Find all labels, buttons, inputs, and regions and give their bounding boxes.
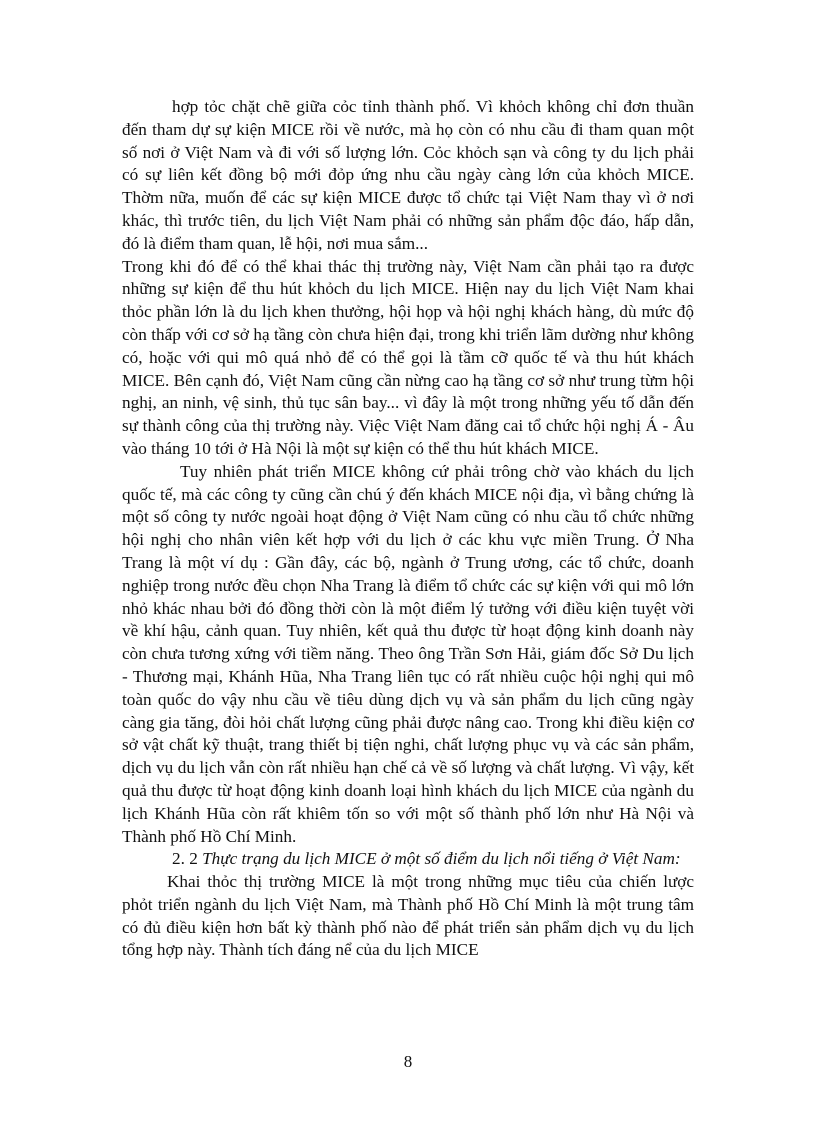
page-number: 8 (403, 1052, 413, 1071)
paragraph-4: Khai thỏc thị trường MICE là một trong những mục tiêu của chiến lược phỏt triển ngành du lịch Việt Nam, mà Thành phố Hồ Chí Minh là một trung tâm có đủ điều kiện hơn bất kỳ thành phố nào để phát triển sản phẩm dịch vụ du lịch tổng hợp này. Thành tích đáng nể của du lịch MICE (122, 872, 694, 960)
paragraph-1: hợp tỏc chặt chẽ giữa cỏc tỉnh thành phố. Vì khỏch không chỉ đơn thuần đến tham dự sự kiện MICE rồi về nước, mà họ còn có nhu cầu đi tham quan một số nơi ở Việt Nam và đi với số lượng lớn. Cỏc khỏch sạn và công ty du lịch phải có sự liên kết đồng bộ mới đỏp ứng nhu cầu ngày càng lớn của khỏch MICE. Thờm nữa, muốn để các sự kiện MICE được tổ chức tại Việt Nam thay vì ở nơi khác, thì trước tiên, du lịch Việt Nam phải có những sản phẩm độc đáo, hấp dẫn, đó là điểm tham quan, lễ hội, nơi mua sắm... (122, 97, 694, 253)
section-heading (122, 848, 694, 871)
section-title: Thực trạng du lịch MICE ở một số điểm du lịch nổi tiếng ở Việt Nam: (202, 849, 681, 869)
body-text (122, 96, 694, 962)
paragraph-3: Tuy nhiên phát triển MICE không cứ phải trông chờ vào khách du lịch quốc tế, mà các công ty cũng cần chú ý đến khách MICE nội địa, vì bằng chứng là một số công ty nước ngoài hoạt động ở Việt Nam cũng có nhu cầu tổ chức những hội nghị cho nhân viên kết hợp với du lịch ở các khu vực miền Trung. Ở Nha Trang là một ví dụ : Gần đây, các bộ, ngành ở Trung ương, các tổ chức, doanh nghiệp trong nước đều chọn Nha Trang là điểm tổ chức các sự kiện với qui mô lớn nhỏ khác nhau bởi đó đồng thời còn là một điểm lý tưởng với điều kiện tuyệt vời về khí hậu, cảnh quan. Tuy nhiên, kết quả thu được từ hoạt động kinh doanh này còn chưa tương xứng với tiềm năng. Theo ông Trần Sơn Hải, giám đốc Sở Du lịch - Thương mại, Khánh Hũa, Nha Trang liên tục có rất nhiều cuộc hội nghị qui mô toàn quốc do vậy nhu cầu về tiêu dùng dịch vụ và sản phẩm du lịch cũng ngày càng gia tăng, đòi hỏi chất lượng cũng phải được nâng cao. Trong khi điều kiện cơ sở vật chất kỹ thuật, trang thiết bị tiện nghi, chất lượng phục vụ và các sản phẩm, dịch vụ du lịch vẫn còn rất nhiều hạn chế cả về số lượng và chất lượng. Vì vậy, kết quả thu được từ hoạt động kinh doanh loại hình khách du lịch MICE của ngành du lịch Khánh Hũa còn rất khiêm tốn so với một số thành phố lớn như Hà Nội và Thành phố Hồ Chí Minh. (122, 461, 694, 846)
paragraph-2: Trong khi đó để có thể khai thác thị trường này, Việt Nam cần phải tạo ra được những sự kiện để thu hút khỏch du lịch MICE. Hiện nay du lịch Việt Nam khai thỏc phần lớn là du lịch khen thưởng, hội họp và hội nghị khách hàng, dù mức độ còn thấp với cơ sở hạ tầng còn chưa hiện đại, trong khi triển lãm dường như không có, hoặc với qui mô quá nhỏ để có thể gọi là tầm cỡ quốc tế và thu hút khách MICE. Bên cạnh đó, Việt Nam cũng cần nừng cao hạ tầng cơ sở như trung từm hội nghị, an ninh, vệ sinh, thủ tục sân bay... vì đây là một trong những yếu tố dẫn đến sự thành công của thị trường này. Việc Việt Nam đăng cai tổ chức hội nghị Á - Âu vào tháng 10 tới ở Hà Nội là một sự kiện có thể thu hút khách MICE. (122, 256, 694, 458)
section-number: 2. 2 (172, 849, 198, 869)
